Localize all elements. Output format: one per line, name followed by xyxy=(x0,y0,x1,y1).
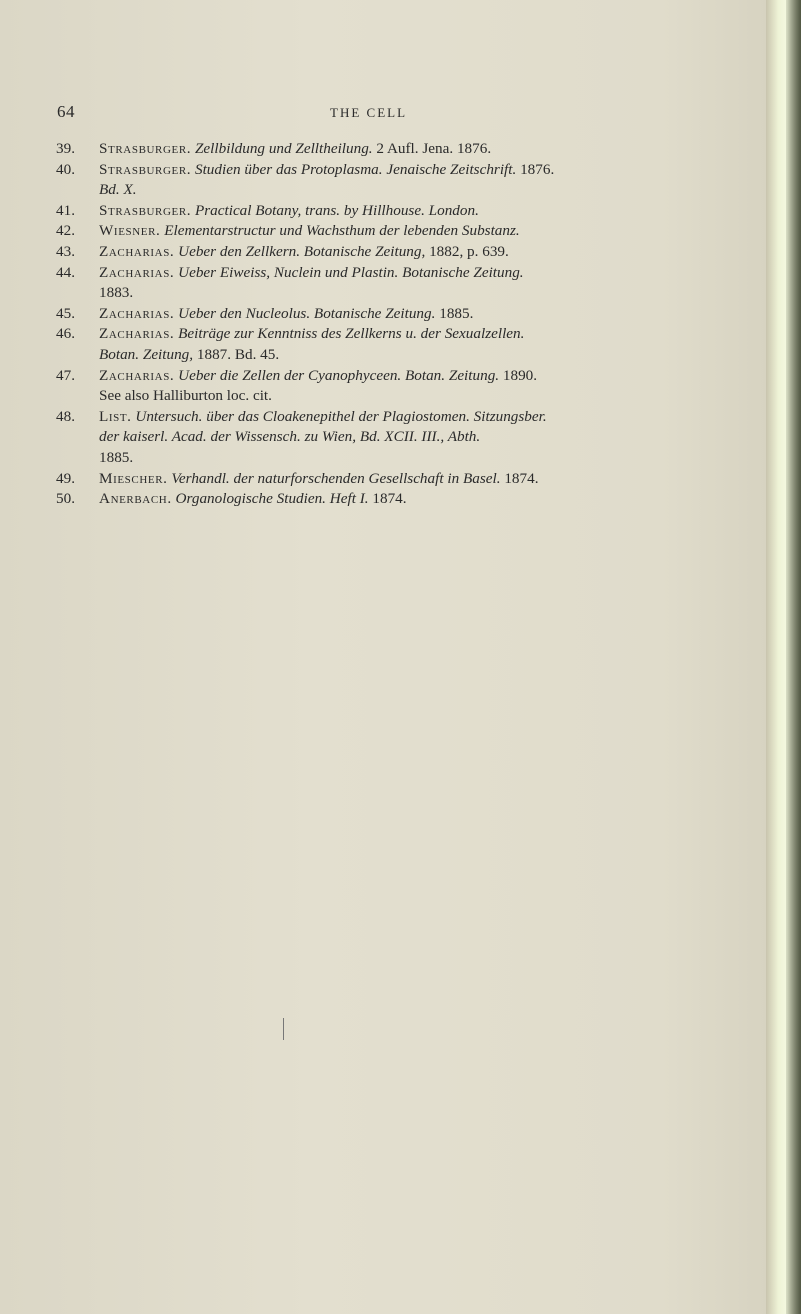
reference-author: Wiesner. xyxy=(99,222,161,240)
reference-number: 45. xyxy=(56,304,75,322)
reference-item-40 xyxy=(56,160,771,201)
page-edge-shadow xyxy=(786,0,801,1314)
reference-title: Untersuch. über das Cloakenepithel der Plagiostomen. Sitzungsber. xyxy=(135,407,547,425)
stray-mark xyxy=(283,1018,284,1040)
reference-continuation-title: der kaiserl. Acad. der Wissensch. zu Wien, Bd. XCII. III., Abth. xyxy=(99,428,481,446)
reference-item-50 xyxy=(56,489,771,510)
reference-author: Zacharias. xyxy=(99,263,175,281)
reference-title: Organologische Studien. Heft I. xyxy=(175,490,369,508)
reference-item-43 xyxy=(56,242,771,263)
reference-item-47 xyxy=(56,366,771,407)
reference-continuation: Bd. X. xyxy=(99,181,137,199)
reference-author: Strasburger. xyxy=(99,160,192,178)
reference-item-48 xyxy=(56,407,771,469)
reference-item-39 xyxy=(56,139,771,160)
reference-number: 43. xyxy=(56,242,75,260)
reference-number: 40. xyxy=(56,160,75,178)
reference-continuation: 1885. xyxy=(99,448,134,466)
reference-details: 1876. xyxy=(520,160,555,178)
reference-item-41 xyxy=(56,201,771,222)
reference-continuation: 1883. xyxy=(99,284,134,302)
reference-title: Zellbildung und Zelltheilung. xyxy=(194,140,373,157)
reference-title: Studien über das Protoplasma. Jenaische Zeitschrift. xyxy=(194,160,517,178)
reference-details: 2 Aufl. Jena. 1876. xyxy=(376,140,492,157)
reference-title: Beiträge zur Kenntniss des Zellkerns u. der Sexualzellen. xyxy=(178,325,525,343)
reference-number: 39. xyxy=(56,140,75,157)
reference-number: 49. xyxy=(56,469,75,487)
reference-title: Ueber die Zellen der Cyanophyceen. Botan. Zeitung. xyxy=(178,366,500,384)
reference-number: 50. xyxy=(56,490,75,508)
reference-number: 41. xyxy=(56,201,75,219)
page-header xyxy=(0,102,778,124)
reference-number: 44. xyxy=(56,263,75,281)
reference-continuation: See also Halliburton loc. cit. xyxy=(99,387,272,405)
reference-author: Zacharias. xyxy=(99,242,175,260)
reference-title: Ueber Eiweiss, Nuclein und Plastin. Botanische Zeitung. xyxy=(178,263,524,281)
reference-details: 1874. xyxy=(504,469,539,487)
running-title: THE CELL xyxy=(330,105,408,120)
reference-item-44 xyxy=(56,263,771,304)
reference-author: Zacharias. xyxy=(99,325,175,343)
reference-list xyxy=(56,139,771,510)
reference-details: 1874. xyxy=(372,490,407,508)
reference-item-46 xyxy=(56,324,771,365)
reference-author: List. xyxy=(99,407,132,425)
reference-title: Ueber den Zellkern. Botanische Zeitung, xyxy=(178,242,426,260)
reference-number: 47. xyxy=(56,366,75,384)
reference-number: 48. xyxy=(56,407,75,425)
reference-title: Elementarstructur und Wachsthum der lebenden Substanz. xyxy=(164,222,520,240)
page-number: 64 xyxy=(57,102,75,121)
reference-details: 1890. xyxy=(502,366,538,384)
reference-number: 42. xyxy=(56,222,75,240)
reference-author: Strasburger. xyxy=(99,201,192,219)
reference-author: Zacharias. xyxy=(99,366,175,384)
reference-item-42 xyxy=(56,221,771,242)
reference-details: 1882, p. 639. xyxy=(429,242,509,260)
reference-continuation-title: Botan. Zeitung, xyxy=(99,345,194,363)
reference-title: Verhandl. der naturforschenden Gesellschaft in Basel. xyxy=(171,469,501,487)
reference-title: Ueber den Nucleolus. Botanische Zeitung. xyxy=(178,304,436,322)
reference-author: Miescher. xyxy=(99,469,168,487)
reference-number: 46. xyxy=(56,325,75,343)
reference-author: Anerbach. xyxy=(99,490,172,508)
reference-continuation: 1887. Bd. 45. xyxy=(196,345,280,363)
reference-item-49 xyxy=(56,469,771,490)
reference-title: Practical Botany, trans. by Hillhouse. London. xyxy=(194,201,479,219)
reference-author: Strasburger. xyxy=(99,140,192,157)
reference-details: 1885. xyxy=(439,304,474,322)
reference-item-45 xyxy=(56,304,771,325)
reference-author: Zacharias. xyxy=(99,304,175,322)
